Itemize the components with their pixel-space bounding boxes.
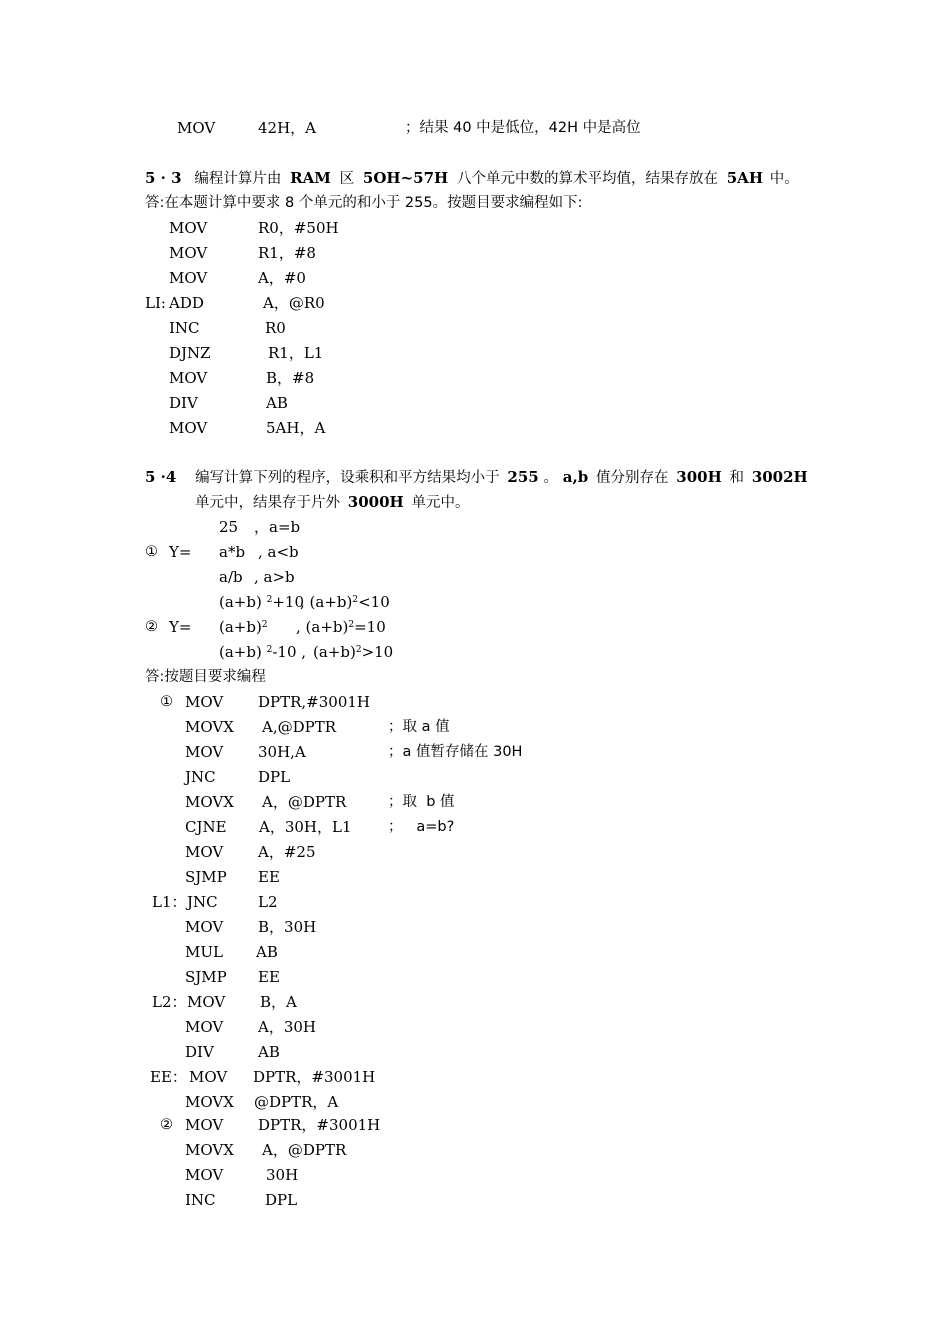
opcode: MOVX <box>185 793 234 811</box>
heading-text: 编程计算片由 <box>194 171 282 187</box>
case-expression <box>219 590 304 614</box>
operand: DPL <box>258 768 291 786</box>
heading-text: 。 <box>543 470 558 486</box>
section-heading-5-4 <box>145 465 808 490</box>
code-line <box>0 1163 950 1187</box>
operand: L2 <box>258 893 278 911</box>
heading-text: 单元中。 <box>411 495 470 511</box>
heading-text: 编写计算下列的程序，设乘积和平方结果均小于 <box>195 470 500 486</box>
formula-case <box>0 590 950 614</box>
operand: 30H <box>266 1166 299 1184</box>
comment: ；a 值暂存储在 30H <box>388 744 523 760</box>
code-line <box>0 1015 950 1039</box>
operand: R0 <box>265 319 286 337</box>
opcode: MOV <box>185 693 224 711</box>
opcode: MOV <box>187 993 226 1011</box>
code-line <box>0 1090 950 1114</box>
case-expression <box>219 615 268 639</box>
heading-text: 区 <box>339 171 355 187</box>
opcode: MOV <box>185 1018 224 1036</box>
operand: R0，#50H <box>258 219 339 237</box>
code-line <box>0 266 950 290</box>
code-line <box>0 241 950 265</box>
cond-tail: <10 <box>358 593 390 611</box>
case-condition: , a<b <box>258 543 299 561</box>
opcode: INC <box>169 319 200 337</box>
operand: DPL <box>265 1191 298 1209</box>
operand: B，30H <box>258 918 317 936</box>
code-line <box>0 1040 950 1064</box>
formula-marker: ② <box>145 619 158 635</box>
operand: DPTR，#3001H <box>253 1068 376 1086</box>
case-expression: a/b <box>219 568 243 586</box>
opcode: MOV <box>177 119 216 137</box>
operand: A，@DPTR <box>262 1141 347 1159</box>
operand: A，@R0 <box>263 294 325 312</box>
operand: 5AH，A <box>266 419 326 437</box>
operand: A，#0 <box>258 269 306 287</box>
section-number: 5 ·4 <box>145 468 177 486</box>
formula-marker: ① <box>145 544 158 560</box>
expr-base: (a+b) <box>219 593 262 611</box>
operand: DPTR,#3001H <box>258 693 371 711</box>
code-line <box>0 915 950 939</box>
opcode: MOV <box>169 244 208 262</box>
operand: A，@DPTR <box>262 793 347 811</box>
answer-text: 答:按题目要求编程 <box>145 669 266 685</box>
operand: R1，#8 <box>258 244 316 262</box>
case-condition <box>300 590 390 614</box>
heading-text: 中。 <box>769 171 799 187</box>
heading-text: 和 <box>729 470 745 486</box>
code-line <box>0 865 950 889</box>
code-line <box>0 790 950 814</box>
code-line <box>0 765 950 789</box>
code-line <box>0 815 950 839</box>
section-heading-5-3 <box>145 166 799 191</box>
operand: AB <box>256 943 278 961</box>
code-line <box>0 416 950 440</box>
code-line <box>0 391 950 415</box>
code-line <box>0 965 950 989</box>
case-expression: a*b <box>219 543 246 561</box>
comment: ； a=b? <box>388 819 455 835</box>
code-line <box>0 715 950 739</box>
formula-case <box>0 615 950 639</box>
exponent: 2 <box>355 645 362 655</box>
expr-base: (a+b) <box>219 618 262 636</box>
opcode: MOV <box>185 1116 224 1134</box>
opcode: MOV <box>169 369 208 387</box>
opcode: MOV <box>185 843 224 861</box>
opcode: MOVX <box>185 718 234 736</box>
code-line <box>0 366 950 390</box>
opcode: JNC <box>185 768 216 786</box>
case-condition <box>296 615 386 639</box>
opcode: CJNE <box>185 818 227 836</box>
operand: A,@DPTR <box>262 718 337 736</box>
code-line <box>0 940 950 964</box>
heading-text: 值分别存在 <box>595 470 669 486</box>
cond-base: , (a+b) <box>300 593 353 611</box>
opcode: MOV <box>169 219 208 237</box>
heading-bold: a,b <box>562 468 589 486</box>
formula-case <box>0 540 950 564</box>
opcode: MOV <box>185 1166 224 1184</box>
case-condition: ，a=b <box>254 518 301 536</box>
code-label: L1： <box>152 893 187 911</box>
operand: EE <box>258 868 280 886</box>
code-marker: ① <box>160 694 173 710</box>
operand: @DPTR，A <box>254 1093 339 1111</box>
comment: ；取 a 值 <box>388 719 450 735</box>
code-line <box>0 116 950 140</box>
code-line <box>0 1065 950 1089</box>
formula-lhs: Y= <box>169 543 192 561</box>
opcode: SJMP <box>185 868 227 886</box>
heading-bold: 3002H <box>751 468 808 486</box>
operand: B，#8 <box>266 369 315 387</box>
section-heading-5-4-line2 <box>195 490 469 515</box>
code-line <box>0 890 950 914</box>
operand: A，30H <box>258 1018 317 1036</box>
exponent: 2 <box>352 595 359 605</box>
code-line <box>0 291 950 315</box>
comment: ；取 b 值 <box>388 794 455 810</box>
exponent: 2 <box>266 595 273 605</box>
case-condition: , a>b <box>254 568 295 586</box>
opcode: MOV <box>169 419 208 437</box>
code-line <box>0 1113 950 1137</box>
case-expression: 25 <box>219 518 239 536</box>
heading-bold: 255 <box>507 468 539 486</box>
answer-text: 答:在本题计算中要求 8 个单元的和小于 255。按题目要求编程如下: <box>145 195 583 211</box>
code-label: EE： <box>150 1068 187 1086</box>
operand: A，#25 <box>258 843 316 861</box>
code-line <box>0 216 950 240</box>
cond-tail: =10 <box>354 618 386 636</box>
heading-text: 单元中，结果存于片外 <box>195 495 340 511</box>
opcode: MOV <box>185 743 224 761</box>
heading-bold: 300H <box>676 468 722 486</box>
expr-base: (a+b) <box>219 643 262 661</box>
operand: AB <box>258 1043 280 1061</box>
heading-text: 八个单元中数的算术平均值，结果存放在 <box>456 171 718 187</box>
operand: AB <box>266 394 288 412</box>
code-line <box>0 990 950 1014</box>
operand: A，30H，L1 <box>259 818 352 836</box>
opcode: JNC <box>187 893 218 911</box>
operand: B，A <box>260 993 297 1011</box>
opcode: MOVX <box>185 1141 234 1159</box>
code-label: LI: <box>145 294 166 312</box>
expr-tail: -10 , <box>272 643 307 661</box>
cond-tail: >10 <box>361 643 394 661</box>
operand: R1，L1 <box>268 344 324 362</box>
opcode: MUL <box>185 943 223 961</box>
formula-lhs: Y= <box>169 618 192 636</box>
cond-base: , (a+b) <box>296 618 349 636</box>
formula-case <box>0 640 950 664</box>
cond-base: (a+b) <box>313 643 356 661</box>
code-line <box>0 690 950 714</box>
heading-bold: 5AH <box>726 169 763 187</box>
code-line <box>0 1138 950 1162</box>
heading-bold: RAM <box>290 169 331 187</box>
comment: ；结果 40 中是低位，42H 中是高位 <box>405 120 641 136</box>
opcode: MOV <box>189 1068 228 1086</box>
case-condition <box>313 640 393 664</box>
exponent: 2 <box>261 620 268 630</box>
operand: 30H,A <box>258 743 306 761</box>
opcode: DIV <box>169 394 198 412</box>
opcode: DIV <box>185 1043 214 1061</box>
code-line <box>0 316 950 340</box>
operand: DPTR，#3001H <box>258 1116 381 1134</box>
code-marker: ② <box>160 1117 173 1133</box>
code-line <box>0 740 950 764</box>
opcode: INC <box>185 1191 216 1209</box>
expr-tail: +10 <box>272 593 304 611</box>
operand: 42H，A <box>258 119 317 137</box>
opcode: MOV <box>169 269 208 287</box>
opcode: ADD <box>169 294 204 312</box>
exponent: 2 <box>266 645 273 655</box>
opcode: MOVX <box>185 1093 234 1111</box>
code-line <box>0 341 950 365</box>
heading-bold: 3000H <box>347 493 404 511</box>
opcode: MOV <box>185 918 224 936</box>
case-expression <box>219 640 306 664</box>
section-number: 5 · 3 <box>145 169 182 187</box>
code-line <box>0 1188 950 1212</box>
code-label: L2： <box>152 993 187 1011</box>
heading-bold: 5OH~57H <box>362 169 449 187</box>
formula-case <box>0 565 950 589</box>
operand: EE <box>258 968 280 986</box>
code-line <box>0 840 950 864</box>
opcode: DJNZ <box>169 344 211 362</box>
exponent: 2 <box>348 620 355 630</box>
formula-case <box>0 515 950 539</box>
opcode: SJMP <box>185 968 227 986</box>
